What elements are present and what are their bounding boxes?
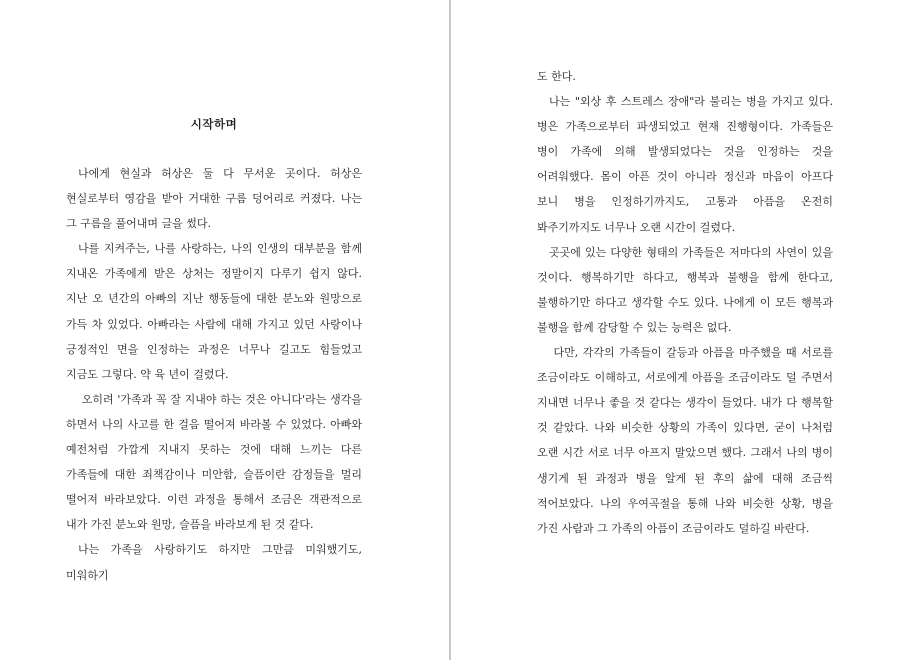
paragraph: 다만, 각각의 가족들이 갈등과 아픔을 마주했을 때 서로를 조금이라도 이해하고, 서로에게 아픔을 조금이라도 덜 주면서 지내면 너무나 좋을 것 같다는 생각이 들었다. 내가 다 행복할 것 같았다. 나와 비슷한 상황의 가족이 있다면, 굳이 나처럼 오랜 시간 서로 너무 아프지 말았으면 했다. 그래서 나의 병이 생기게 된 과정과 병을 알게 된 후의 삶에 대해 조금씩 적어보았다. 나의 우여곡절을 통해 나와 비슷한 상황, 병을 가진 사람과 그 가족의 아픔이 조금이라도 덜하길 바란다. [537,346,837,535]
right-page-body [537,64,837,541]
page-gutter-divider [449,0,451,660]
paragraph: 곳곳에 있는 다양한 형태의 가족들은 저마다의 사연이 있을 것이다. 행복하기만 하다고, 행복과 불행을 함께 한다고, 불행하기만 하다고 생각할 수도 있다. 나에게 이 모든 행복과 불행을 함께 감당할 수 있는 능력은 없다. [537,245,837,334]
paragraph: 나는 "외상 후 스트레스 장애"라 불리는 병을 가지고 있다. 병은 가족으로부터 파생되었고 현재 진행형이다. 가족들은 병이 가족에 의해 발생되었다는 것을 인정하는 것을 어려워했다. 몸이 아픈 것이 아니라 정신과 마음이 아프다 보니 병을 인정하기까지도, 고통과 아픔을 온전히 봐주기까지도 너무나 오랜 시간이 걸렸다. [537,95,837,234]
chapter-title: 시작하며 [190,117,238,131]
paragraph: 나는 가족을 사랑하기도 하지만 그만큼 미워했기도, 미워하기 [66,543,366,582]
paragraph: 나를 지켜주는, 나를 사랑하는, 나의 인생의 대부분을 함께 지내온 가족에게 받은 상처는 정말이지 다루기 쉽지 않다. 지난 오 년간의 아빠의 지난 행동들에 대한 분노와 원망으로 가득 차 있었다. 아빠라는 사람에 대해 가지고 있던 사랑이나 긍정적인 면을 인정하는 과정은 너무나 길고도 힘들었고 지금도 그렇다. 약 육 년이 걸렸다. [66,242,366,381]
paragraph: 오히려 '가족과 꼭 잘 지내야 하는 것은 아니다'라는 생각을 하면서 나의 사고를 한 걸음 떨어져 바라볼 수 있었다. 아빠와 예전처럼 가깝게 지내지 못하는 것에 대해 느끼는 다른 가족들에 대한 죄책감이나 미안함, 슬픔이란 감정들을 멀리 떨어져 바라보았다. 이런 과정을 통해서 조금은 객관적으로 내가 가진 분노와 원망, 슬픔을 바라보게 된 것 같다. [66,392,366,532]
paragraph: 나에게 현실과 허상은 둘 다 무서운 곳이다. 허상은 현실로부터 영감을 받아 거대한 구름 덩어리로 커졌다. 나는 그 구름을 풀어내며 글을 썼다. [66,167,366,231]
left-page-body [66,161,366,588]
paragraph-continuation: 도 한다. [537,70,576,83]
